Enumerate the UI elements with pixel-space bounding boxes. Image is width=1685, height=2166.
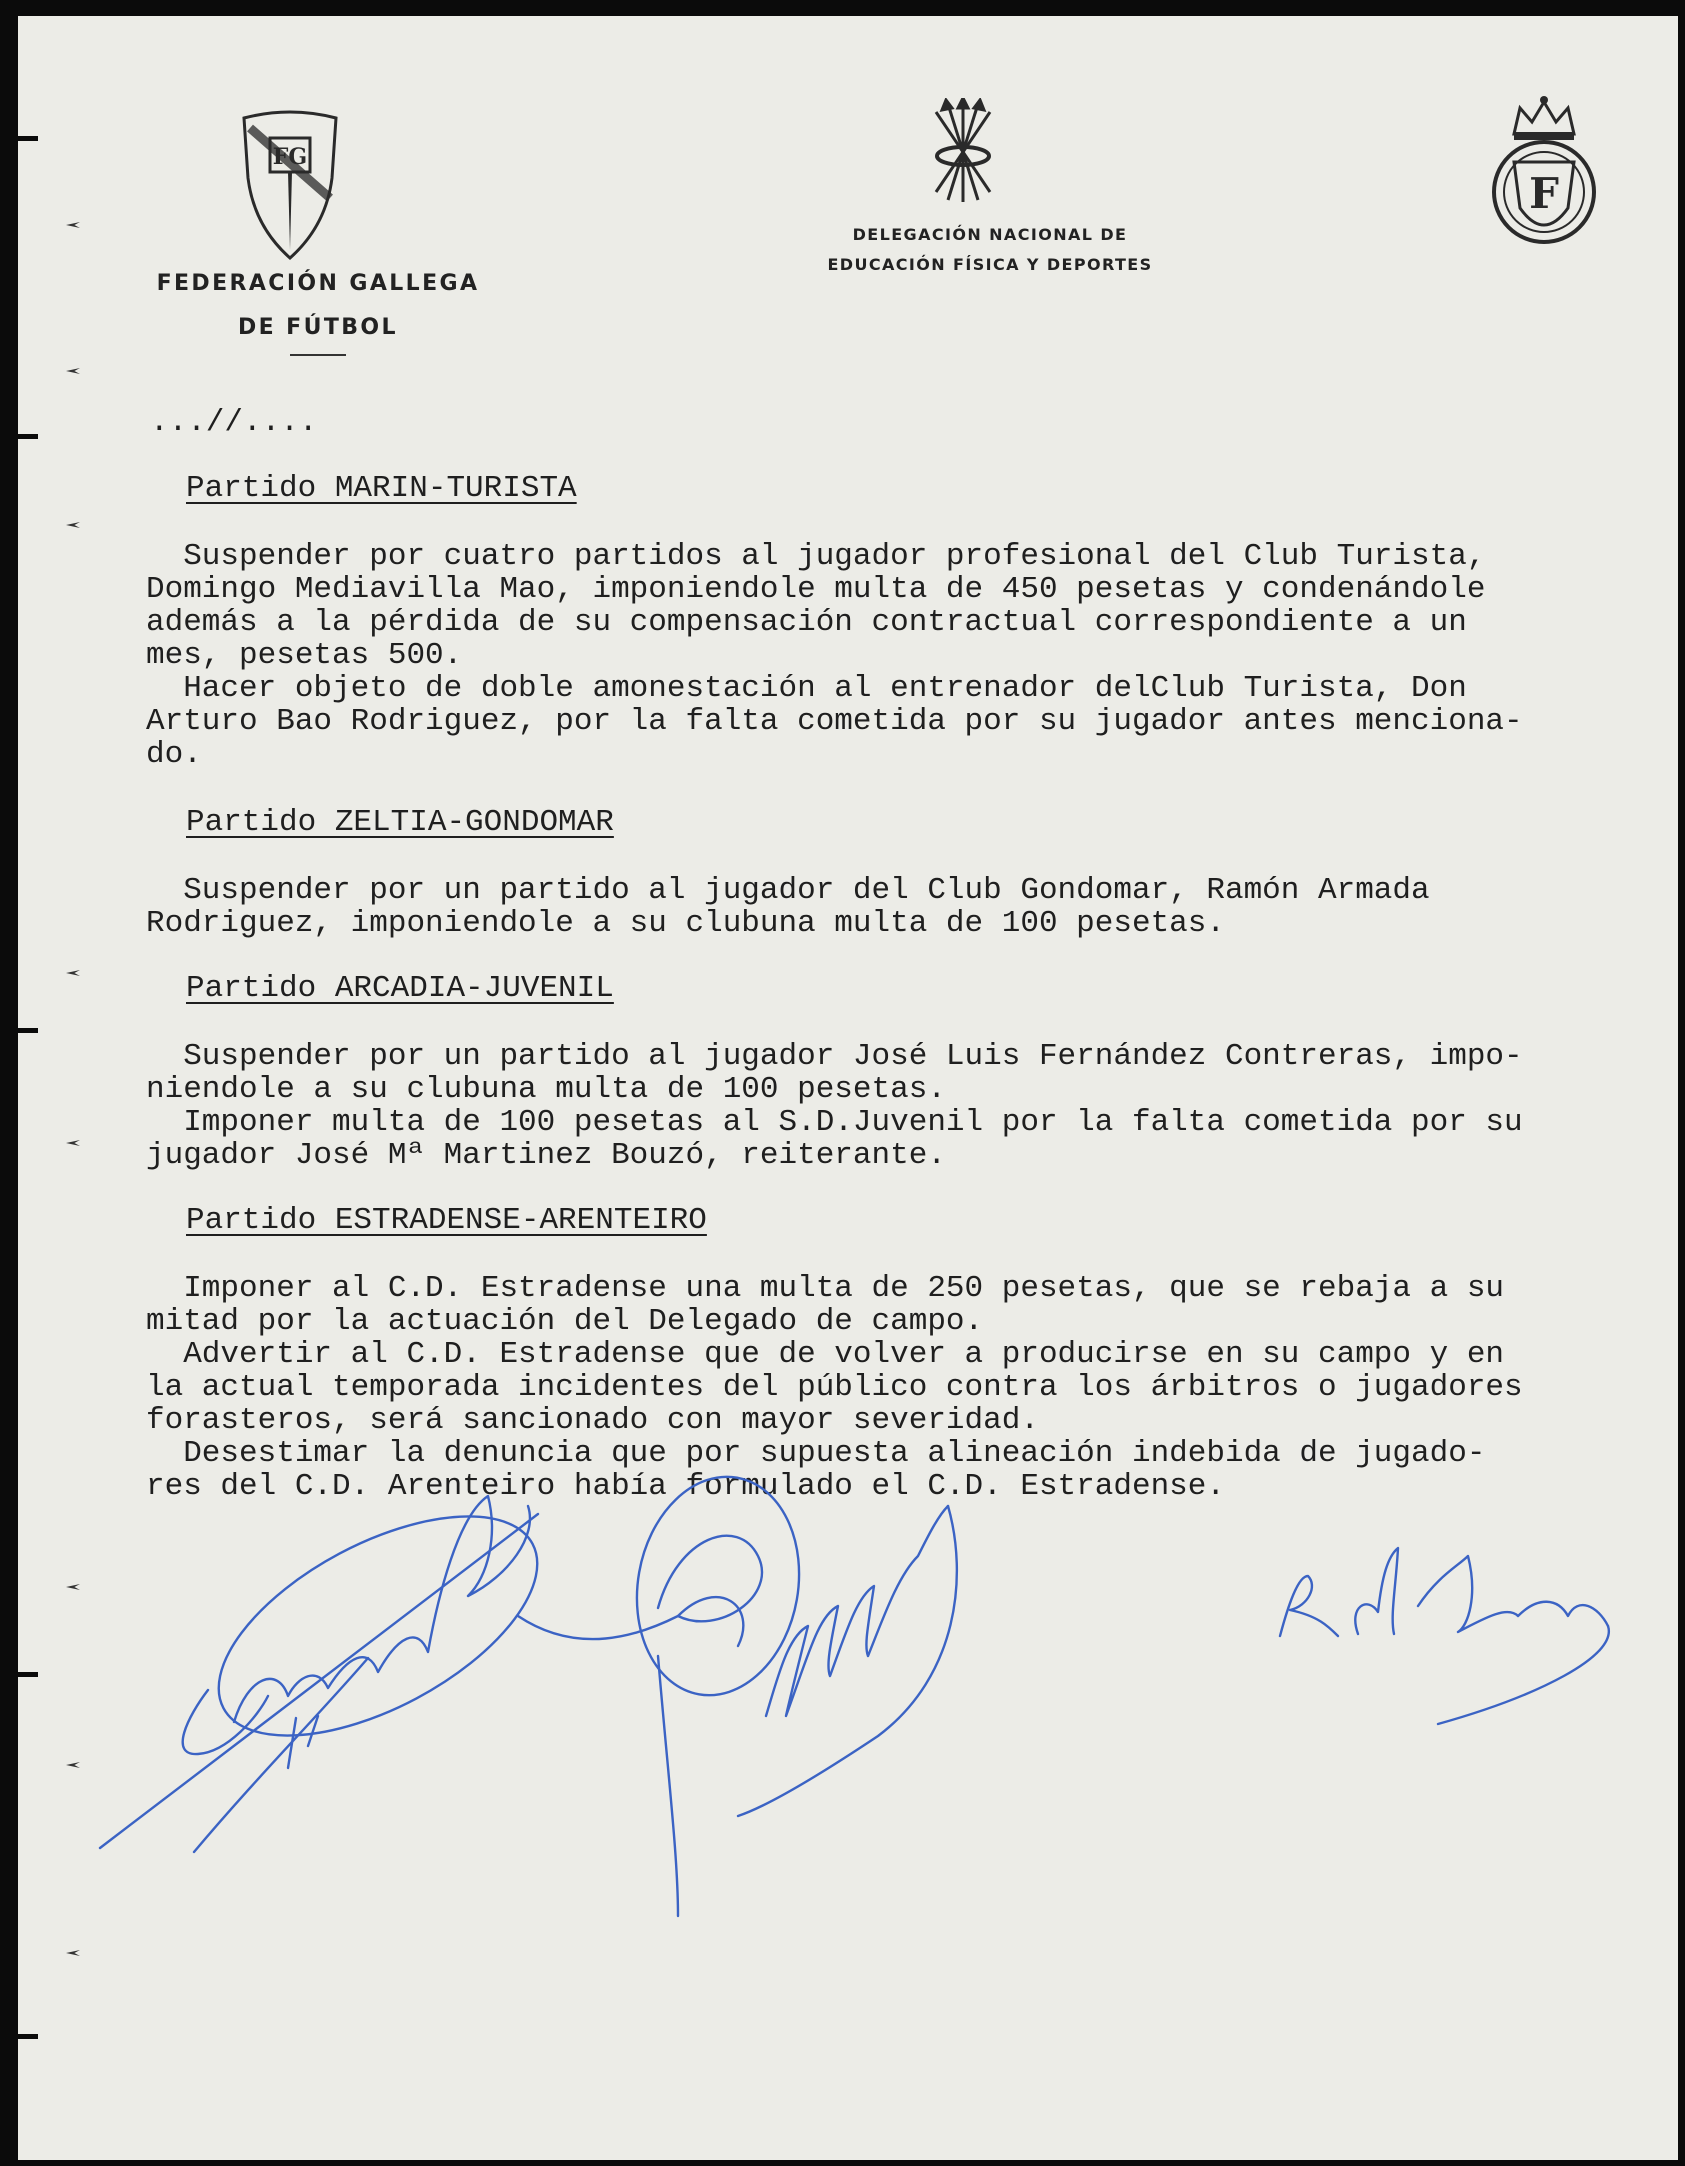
section-heading: Partido ARCADIA-JUVENIL (186, 971, 614, 1006)
section-line: Imponer al C.D. Estradense una multa de 250 pesetas, que se rebaja a su (146, 1271, 1505, 1306)
section-line: do. (146, 737, 202, 772)
section-line: Hacer objeto de doble amonestación al entrenador delClub Turista, Don (146, 671, 1467, 706)
section-heading: Partido MARIN-TURISTA (186, 471, 577, 506)
margin-mark (66, 970, 80, 976)
section-line: Suspender por un partido al jugador José Luis Fernández Contreras, impo- (146, 1039, 1523, 1074)
punch-mark (18, 1028, 38, 1033)
yoke-and-arrows-icon (928, 98, 998, 206)
section-heading: Partido ZELTIA-GONDOMAR (186, 805, 614, 840)
section-line: Rodriguez, imponiendole a su clubuna multa de 100 pesetas. (146, 906, 1225, 941)
margin-mark (66, 222, 80, 228)
delegation-name (800, 220, 1180, 280)
section-line: res del C.D. Arenteiro había formulado el C.D. Estradense. (146, 1469, 1225, 1504)
punch-mark (18, 1672, 38, 1677)
margin-mark (66, 1762, 80, 1768)
section-line: forasteros, será sancionado con mayor severidad. (146, 1403, 1039, 1438)
federation-line-2: DE FÚTBOL (238, 315, 398, 340)
federation-line-1: FEDERACIÓN GALLEGA (156, 271, 480, 296)
document-page (18, 16, 1678, 2160)
punch-mark (18, 136, 38, 141)
section-line: además a la pérdida de su compensación contractual correspondiente a un (146, 605, 1467, 640)
section-line: Arturo Bao Rodriguez, por la falta cometida por su jugador antes menciona- (146, 704, 1523, 739)
signature-3 (738, 1506, 957, 1816)
federation-name (128, 262, 508, 356)
section-line: Imponer multa de 100 pesetas al S.D.Juvenil por la falta cometida por su (146, 1105, 1523, 1140)
margin-mark (66, 368, 80, 374)
section-line: mes, pesetas 500. (146, 638, 463, 673)
delegation-line-2: EDUCACIÓN FÍSICA Y DEPORTES (827, 255, 1153, 274)
crowned-crest-icon (1488, 96, 1600, 264)
section-line: la actual temporada incidentes del público contra los árbitros o jugadores (146, 1370, 1523, 1405)
section-line: Desestimar la denuncia que por supuesta alineación indebida de jugado- (146, 1436, 1486, 1471)
delegation-line-1: DELEGACIÓN NACIONAL DE (852, 225, 1128, 244)
margin-mark (66, 1584, 80, 1590)
section-line: Domingo Mediavilla Mao, imponiendole multa de 450 pesetas y condenándole (146, 572, 1486, 607)
shield-icon (240, 108, 340, 262)
section-line: Suspender por un partido al jugador del Club Gondomar, Ramón Armada (146, 873, 1430, 908)
signature-2 (518, 1464, 816, 1916)
punch-mark (18, 2034, 38, 2039)
section-heading: Partido ESTRADENSE-ARENTEIRO (186, 1203, 707, 1238)
section-line: Advertir al C.D. Estradense que de volver a producirse en su campo y en (146, 1337, 1505, 1372)
section-line: mitad por la actuación del Delegado de campo. (146, 1304, 984, 1339)
margin-mark (66, 522, 80, 528)
svg-text:F: F (1529, 169, 1559, 218)
divider (290, 354, 346, 356)
signature-4 (1280, 1548, 1609, 1724)
svg-text:FG: FG (272, 144, 308, 170)
margin-mark (66, 1950, 80, 1956)
section-line: niendole a su clubuna multa de 100 pesetas. (146, 1072, 946, 1107)
continuation-mark: ...//.... (150, 405, 318, 440)
margin-mark (66, 1140, 80, 1146)
section-line: Suspender por cuatro partidos al jugador profesional del Club Turista, (146, 539, 1486, 574)
signature-1 (100, 1471, 571, 1852)
punch-mark (18, 434, 38, 439)
section-line: jugador José Mª Martinez Bouzó, reiterante. (146, 1138, 946, 1173)
